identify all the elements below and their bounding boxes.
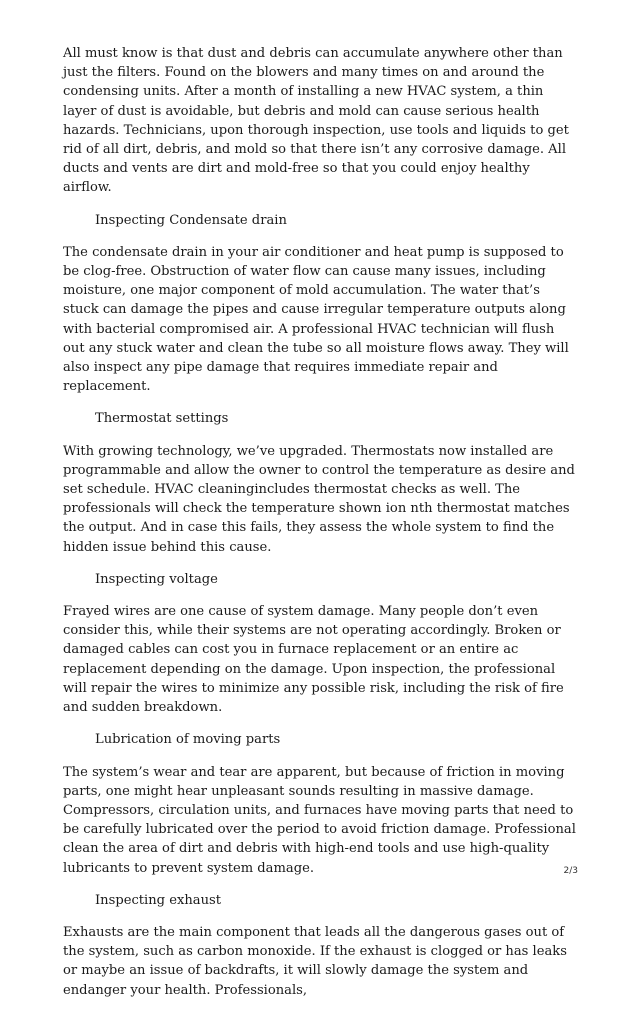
section-body-condensate-drain: The condensate drain in your air conditioner and heat pump is supposed to be clog-free. Obstruction of water flow can cause many issues, including moisture, one major component of mold accumulation. The water that’s stuck can damage the pipes and cause irregular temperature outputs along with bacterial compromised air. A professional HVAC technician will flush out any stuck water and clean the tube so all moisture flows away. They will also inspect any pipe damage that requires immediate repair and replacement. (63, 244, 569, 395)
section-body-thermostat: With growing technology, we’ve upgraded. Thermostats now installed are programmable and allow the owner to control the temperature as desire and set schedule. HVAC cleaningincludes thermostat checks as well. The professionals will check the temperature shown ion nth thermostat matches the output. And in case this fails, they assess the whole system to find the hidden issue behind this cause. (63, 443, 575, 555)
section-heading-exhaust: Inspecting exhaust (95, 892, 222, 908)
page-number: 2/3 (563, 866, 578, 876)
section-body-lubrication: The system’s wear and tear are apparent, but because of friction in moving parts, one might hear unpleasant sounds resulting in massive damage. Compressors, circulation units, and furnaces have moving parts that need to be carefully lubricated over the period to avoid friction damage. Professional clean the area of dirt and debris with high-end tools and use high-quality lubricants to prevent system damage. (63, 764, 576, 876)
section-body-exhaust: Exhausts are the main component that leads all the dangerous gases out of the system, such as carbon monoxide. If the exhaust is clogged or has leaks or maybe an issue of backdrafts, it will slowly damage the system and endanger your health. Professionals, (63, 924, 567, 998)
section-body-voltage: Frayed wires are one cause of system damage. Many people don’t even consider this, while their systems are not operating accordingly. Broken or damaged cables can cost you in furnace replacement or an entire ac replacement depending on the damage. Upon inspection, the professional will repair the wires to minimize any possible risk, including the risk of fire and sudden breakdown. (63, 604, 564, 716)
section-heading-lubrication: Lubrication of moving parts (95, 732, 281, 748)
section-heading-voltage: Inspecting voltage (95, 571, 218, 587)
section-heading-thermostat: Thermostat settings (95, 411, 229, 427)
document-page (63, 44, 578, 1013)
intro-paragraph: All must know is that dust and debris can accumulate anywhere other than just the filters. Found on the blowers and many times on and around the condensing units. After a month of installing a new HVAC system, a thin layer of dust is avoidable, but debris and mold can cause serious health hazards. Technicians, upon thorough inspection, use tools and liquids to get rid of all dirt, debris, and mold so that there isn’t any corrosive damage. All ducts and vents are dirt and mold-free so that you could enjoy healthy airflow. (63, 46, 569, 196)
section-heading-condensate-drain: Inspecting Condensate drain (95, 212, 287, 228)
